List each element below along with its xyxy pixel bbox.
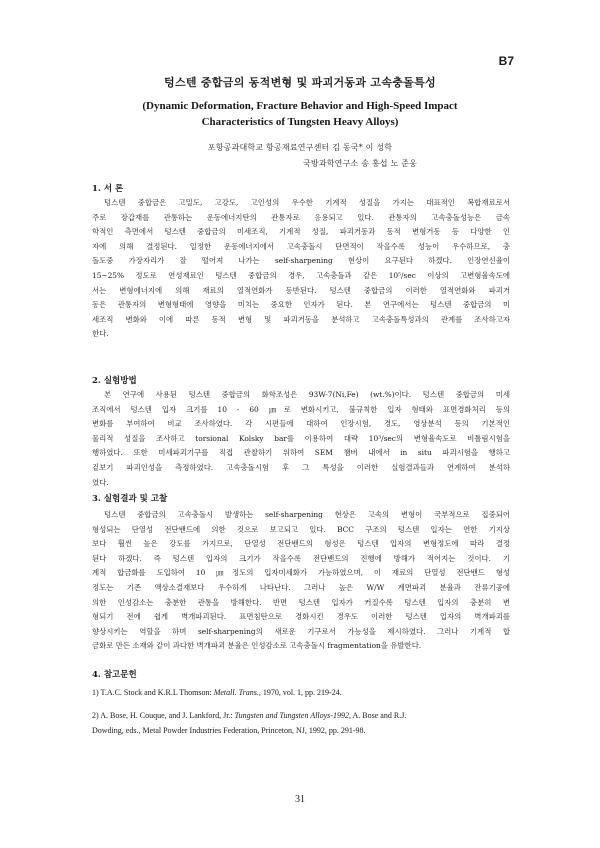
paragraph-line: 학적인 측면에서 텅스텐 중합금의 미세조직, 기계적 성질, 파괴거동과 동적 변형거동 등 다양한 인	[92, 227, 510, 237]
paragraph-line: 자에 의해 결정된다. 일정한 운동에너지에서 고속충돌시 단면적이 작을수록 성능이 우수하므로, 충	[92, 241, 510, 251]
reference-item	[92, 685, 510, 700]
paragraph-line: 서는 변형에너지에 의해 재료의 열적연화가 동반된다. 텅스텐 중합금의 이러한 열적연화와 파괴거	[92, 285, 510, 295]
paragraph-line: 계적 합금화를 도입하여 10 ㎛정도의 입자미세화가 가능하였으며, 이 재료의 단열성 전단밴드 형성	[92, 568, 510, 578]
section-heading-results: 3. 실험결과 및 고찰	[92, 494, 168, 504]
paragraph-line: 정도는 기존 액상소결재보다 우수하게 나타난다. 그러나 높은 W/W 계면파괴 분율과 잔류기공에	[92, 582, 510, 592]
paragraph-line: 주로 장갑재를 관통하는 운동에너지탄의 관통자로 응용되고 있다. 관통자의 고속충돌성능은 금속	[92, 212, 510, 222]
reference-item	[92, 708, 510, 738]
paragraph-line: 행하였다. 또한 미세파괴기구를 직접 관찰하기 위하여 SEM 챔버 내에서 in situ 파괴시험을 행하고	[92, 448, 510, 458]
title-english-line-2: Characteristics of Tungsten Heavy Alloys)	[201, 116, 399, 128]
paragraph-line: 세조직 변화와 이에 따른 동적 변형 및 파괴거동을 분석하고 고속충돌특성과의 관계를 조사하고자	[92, 314, 510, 324]
section-body-results	[92, 508, 510, 654]
reference-1-details: , 1970, vol. 1, pp. 219-24.	[258, 688, 342, 697]
section-heading-methods: 2. 실험방법	[92, 376, 137, 386]
reference-2-editors: , A. Bose and R.J.	[348, 711, 407, 720]
paragraph-line: 한다.	[92, 329, 109, 339]
title-english-line-1: (Dynamic Deformation, Fracture Behavior and High-Speed Impact	[142, 100, 458, 112]
paragraph-line: 향상시키는 역할을 하며 self-sharpening의 새로운 기구로서 가능성을 제시하였다. 그러나 기계적 합	[92, 626, 510, 636]
paragraph-line: 조직에서 텅스텐 입자 크기를 10 - 60 ㎛로 변화시키고, 불규칙한 입자 형태와 표면경화처리 등의	[92, 404, 510, 414]
paragraph-line: 된다 하겠다. 즉 텅스텐 입자의 크기가 작을수록 전단밴드의 진행에 방해가 적어지는 것이다. 기	[92, 553, 510, 563]
paragraph-line: 본 연구에 사용된 텅스텐 중합금의 화학조성은 93W-7(Ni,Fe) (wt.%)이다. 텅스텐 중합금의 미세	[104, 390, 510, 399]
reference-2-publisher: Dowding, eds., Metal Powder Industries Federation, Princeton, NJ, 1992, pp. 291-98.	[92, 726, 366, 735]
paragraph-line: 동은 관통자의 변형형태에 영향을 미치는 중요한 인자가 된다. 본 연구에서는 텅스텐 중합금의 미	[92, 300, 510, 310]
section-heading-references: 4. 참고문헌	[92, 670, 137, 680]
paragraph-line: 텅스텐 중합금은 고밀도, 고강도, 고인성의 우수한 기계적 성질을 가지는 대표적인 복합재료로서	[104, 198, 510, 207]
reference-2-book: Tungsten and Tungsten Alloys-1992	[234, 711, 349, 720]
reference-2-authors: 2) A. Bose, H. Couque, and J. Lankford, Jr.:	[92, 711, 235, 720]
paragraph-line: 물리적 성질을 조사하고 torsional Kolsky bar를 이용하여 대략 10³/sec의 변형율속도로 비틀림시험을	[92, 433, 510, 443]
section-body-methods	[92, 388, 510, 490]
reference-1-journal: Metall. Trans.	[213, 688, 259, 697]
section-body-introduction	[92, 196, 510, 342]
paragraph-line: 15~25% 정도로 연성재료인 텅스텐 중합금의 경우, 고속충돌과 같은 10⁵/sec 이상의 고변형율속도에	[92, 270, 510, 280]
reference-1-authors: 1) T.A.C. Stock and K.R.L Thomson:	[92, 688, 214, 697]
paragraph-line: 형되기 전에 쉽게 벽개파괴된다. 표면침탄으로 경화시킨 경우도 이러한 텅스텐 입자의 벽개파괴를	[92, 612, 510, 622]
paragraph-line: 보다 훨씬 높은 강도를 가지므로, 단열성 전단밴드의 형성은 텅스텐 입자의 변형정도에 따라 결정	[92, 539, 510, 549]
affiliation-2: 국방과학연구소 송 홍섭 노 준웅	[302, 159, 418, 168]
paragraph-line: 형성되는 단열성 전단밴드에 의한 것으로 보고되고 있다. BCC 구조의 텅스텐 입자는 연한 기지상	[92, 524, 510, 534]
paragraph-line: 변화를 부여하여 비교 조사하였다. 각 시편들에 대하여 인장시험, 경도, 영상분석 등의 기본적인	[92, 419, 510, 429]
paragraph-line: 금화로 만든 소재와 같이 과다한 벽개파괴 분율은 인성감소로 고속충돌시 fragmentation을 유발한다.	[92, 641, 422, 651]
affiliation-1: 포항공과대학교 항공재료연구센터 김 동국* 이 성학	[207, 143, 393, 152]
page-id-label: B7	[498, 54, 514, 68]
paragraph-line: 텅스텐 중합금의 고속충돌시 발생하는 self-sharpening 현상은 고속의 변형이 국부적으로 집중되어	[104, 510, 510, 519]
section-heading-introduction: 1. 서 론	[92, 184, 124, 194]
title-english	[0, 98, 600, 130]
paragraph-line: 돌도중 가장자리가 잘 떨어져 나가는 self-sharpening 현상이 요구된다 하겠다. 인장연신율이	[92, 256, 510, 266]
page-number: 31	[295, 794, 305, 805]
title-korean: 텅스텐 중합금의 동적변형 및 파괴거동과 고속충돌특성	[164, 76, 436, 89]
paragraph-line: 겉보기 파괴인성을 측정하였다. 고속충돌시험 후 그 특성을 이러한 실험결과들과 연계하여 분석하	[92, 462, 510, 472]
paragraph-line: 의한 인성감소는 충분한 관통을 방해한다. 반면 텅스텐 입자가 커질수록 텅스텐 입자의 충분히 변	[92, 597, 510, 607]
paragraph-line: 였다.	[92, 477, 109, 487]
